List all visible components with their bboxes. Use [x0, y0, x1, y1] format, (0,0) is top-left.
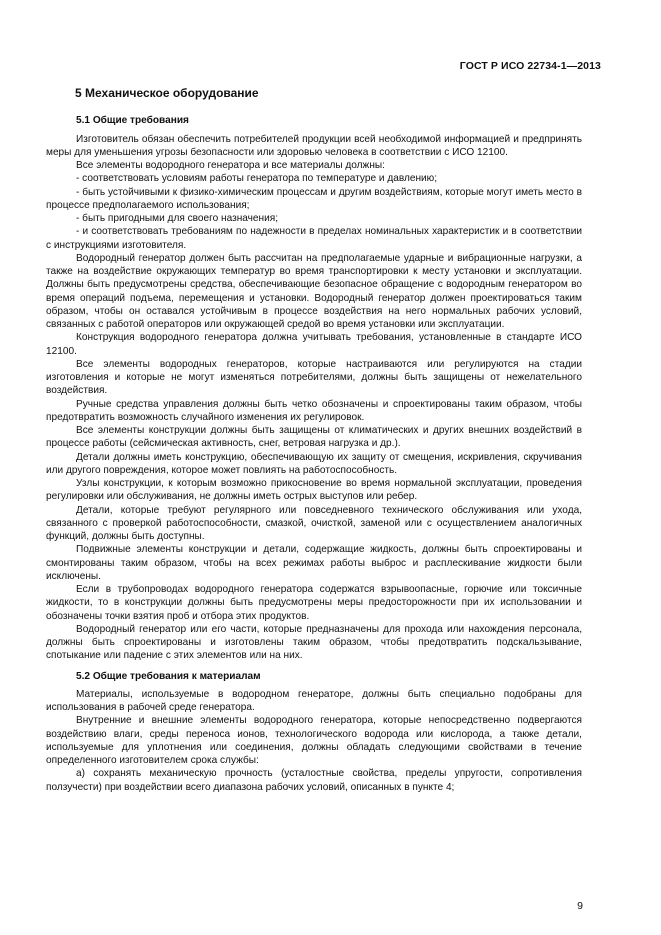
paragraph: Конструкция водородного генератора должна учитывать требования, установленные в стандарте ИСО 12100.: [46, 332, 582, 357]
list-item: - быть устойчивыми к физико-химическим процессам и другим воздействиям, которые могут иметь место в процессе предполагаемого использования;: [46, 186, 582, 211]
paragraph: Детали, которые требуют регулярного или повседневного технического обслуживания или ухода, связанного с проверкой работоспособности, смазкой, очисткой, заменой или с осуществлением аналогичных функций, должны быть доступны.: [46, 504, 582, 542]
list-item: а) сохранять механическую прочность (усталостные свойства, пределы упругости, сопротивления ползучести) при воздействии всего диапазона рабочих условий, описанных в пункте 4;: [46, 768, 582, 793]
list-item: - соответствовать условиям работы генератора по температуре и давлению;: [76, 173, 438, 185]
paragraph: Подвижные элементы конструкции и детали, содержащие жидкость, должны быть спроектированы и смонтированы таким образом, чтобы на всех режимах работы выброс и расплескивание жидкости были исключены.: [46, 544, 582, 582]
paragraph: Водородный генератор или его части, которые предназначены для прохода или нахождения персонала, должны быть спроектированы и изготовлены таким образом, чтобы предотвратить подскальзывание, спотыкание или падение с этих элементов или на них.: [46, 623, 582, 662]
list-item: - быть пригодными для своего назначения;: [76, 213, 279, 224]
paragraph: Если в трубопроводах водородного генератора содержатся взрывоопасные, горючие или токсичные жидкости, то в конструкции должны быть предусмотрены меры предосторожности при их использовании и обозначены точки взятия проб и отбора этих продуктов.: [46, 584, 582, 622]
paragraph: Узлы конструкции, к которым возможно прикосновение во время нормальной эксплуатации, проведения регулировки или обслуживания, не должны иметь острых выступов или ребер.: [46, 478, 582, 503]
paragraph: Материалы, используемые в водородном генераторе, должны быть специально подобраны для использования в рабочей среде генератора.: [46, 688, 582, 713]
paragraph: Все элементы водородного генератора и все материалы должны:: [76, 160, 385, 171]
page-content: [46, 84, 582, 794]
paragraph: Детали должны иметь конструкцию, обеспечивающую их защиту от смещения, искривления, скручивания или другого повреждения, которое может повлиять на работоспособность.: [46, 451, 582, 476]
section-5-heading: 5 Механическое оборудование: [75, 86, 259, 100]
paragraph: Все элементы водородных генераторов, которые настраиваются или регулируются на стадии изготовления и которые не могут изменяться потребителями, должны быть защищены от нежелательного воздействия.: [46, 358, 582, 397]
paragraph: Внутренние и внешние элементы водородного генератора, которые непосредственно подвергаются воздействию влаги, среды переноса ионов, технологического водорода или кислорода, а также детали, используемые для уплотнения или соединения, должны обладать следующими свойствами в течение определенного изготовителем срока службы:: [46, 715, 582, 766]
paragraph: Ручные средства управления должны быть четко обозначены и спроектированы таким образом, чтобы предотвратить возможность случайного изменения их регулировок.: [46, 398, 582, 423]
paragraph: Все элементы конструкции должны быть защищены от климатических и других внешних воздействий в процессе работы (сейсмическая активность, снег, ветровая нагрузка и др.).: [46, 425, 582, 450]
subsection-5-1-heading: 5.1 Общие требования: [76, 115, 189, 127]
standard-header: ГОСТ Р ИСО 22734-1—2013: [459, 60, 601, 72]
paragraph: Водородный генератор должен быть рассчитан на предполагаемые ударные и вибрационные нагрузки, а также на воздействие окружающих температур во время транспортировки к месту установки и эксплуатации. Должны быть предусмотрены средства, обеспечивающие безопасное обращение с водородным генератором во время операций подъема, перемещения и установки. Водородный генератор должен проектироваться таким образом, чтобы он оставался устойчивым в процессе воздействия на него нормальных рабочих условий, связанных с работой операторов или окружающей средой во время установки или эксплуатации.: [46, 252, 582, 330]
list-item: - и соответствовать требованиям по надежности в пределах номинальных характеристик и в соответствии с инструкциями изготовителя.: [46, 226, 582, 251]
subsection-5-2-heading: 5.2 Общие требования к материалам: [76, 670, 261, 682]
page-number: 9: [577, 900, 583, 912]
paragraph: Изготовитель обязан обеспечить потребителей продукции всей необходимой информацией и предпринять меры для уменьшения угрозы безопасности или здоровью человека в соответствии с ИСО 12100.: [46, 133, 582, 158]
